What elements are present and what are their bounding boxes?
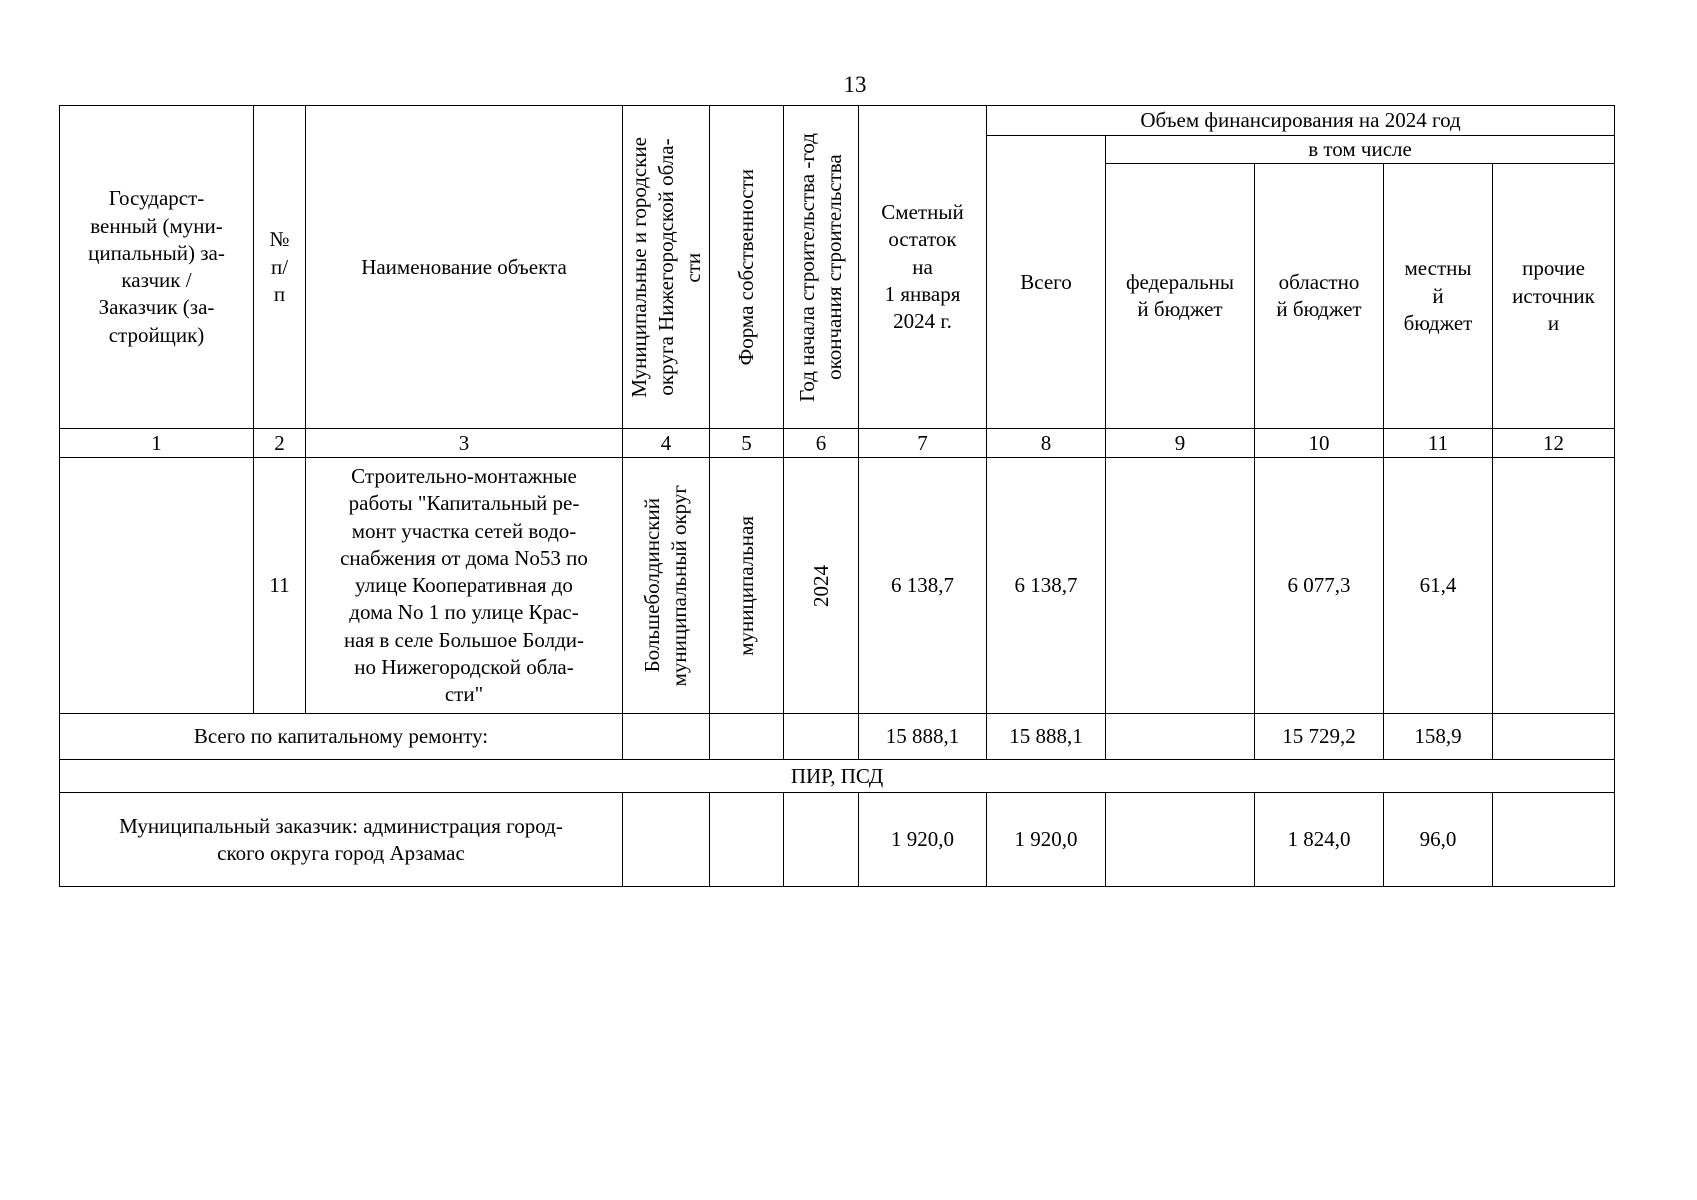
- column-number: 11: [1384, 429, 1493, 458]
- object-name: Строительно-монтажные работы "Капитальный ре- монт участка сетей водо- снабжения от дома No53 по улице Кооперативная до дома No 1 по улице Крас- ная в селе Большое Болди- но Нижегородской обла- сти": [306, 458, 623, 714]
- customer-ownership: [710, 793, 784, 887]
- total-row: [60, 714, 1615, 760]
- header-local: местны й бюджет: [1384, 164, 1493, 429]
- header-district: Муниципальные и городские округа Нижегородской обла- сти: [623, 106, 710, 429]
- header-regional: областно й бюджет: [1255, 164, 1384, 429]
- object-regional: 6 077,3: [1255, 458, 1384, 714]
- column-number: 4: [623, 429, 710, 458]
- header-total: Всего: [987, 136, 1106, 429]
- header-estimate: Сметный остаток на 1 января 2024 г.: [859, 106, 987, 429]
- column-number: 2: [254, 429, 306, 458]
- total-year: [784, 714, 859, 760]
- column-number: 3: [306, 429, 623, 458]
- header-federal: федеральны й бюджет: [1106, 164, 1255, 429]
- header-other: прочие источник и: [1493, 164, 1615, 429]
- header-including: в том числе: [1106, 136, 1615, 164]
- customer-estimate: 1 920,0: [859, 793, 987, 887]
- header-row-1: [60, 106, 1615, 136]
- total-estimate: 15 888,1: [859, 714, 987, 760]
- header-object-name: Наименование объекта: [306, 106, 623, 429]
- customer-total: 1 920,0: [987, 793, 1106, 887]
- object-local: 61,4: [1384, 458, 1493, 714]
- header-years: Год начала строительства -год окончания строительства: [784, 106, 859, 429]
- header-ownership: Форма собственности: [710, 106, 784, 429]
- customer-regional: 1 824,0: [1255, 793, 1384, 887]
- table-row: [60, 458, 1615, 714]
- column-number: 5: [710, 429, 784, 458]
- customer-year: [784, 793, 859, 887]
- total-other: [1493, 714, 1615, 760]
- column-number: 6: [784, 429, 859, 458]
- object-other: [1493, 458, 1615, 714]
- column-number: 9: [1106, 429, 1255, 458]
- object-ownership: муниципальная: [710, 458, 784, 714]
- customer-row: [60, 793, 1615, 887]
- header-customer: Государст- венный (муни- ципальный) за- казчик / Заказчик (за- стройщик): [60, 106, 254, 429]
- total-local: 158,9: [1384, 714, 1493, 760]
- financing-table: [59, 105, 1615, 887]
- object-district: Большеболдинский муниципальный округ: [623, 458, 710, 714]
- column-number: 1: [60, 429, 254, 458]
- column-numbers-row: [60, 429, 1615, 458]
- column-number: 12: [1493, 429, 1615, 458]
- total-ownership: [710, 714, 784, 760]
- header-funding-title: Объем финансирования на 2024 год: [987, 106, 1615, 136]
- column-number: 10: [1255, 429, 1384, 458]
- total-regional: 15 729,2: [1255, 714, 1384, 760]
- section-title: ПИР, ПСД: [60, 760, 1615, 793]
- total-label: Всего по капитальному ремонту:: [60, 714, 623, 760]
- object-number: 11: [254, 458, 306, 714]
- object-total: 6 138,7: [987, 458, 1106, 714]
- total-total: 15 888,1: [987, 714, 1106, 760]
- object-federal: [1106, 458, 1255, 714]
- customer-label: Муниципальный заказчик: администрация город- ского округа город Арзамас: [60, 793, 623, 887]
- total-federal: [1106, 714, 1255, 760]
- object-estimate: 6 138,7: [859, 458, 987, 714]
- column-number: 8: [987, 429, 1106, 458]
- customer-local: 96,0: [1384, 793, 1493, 887]
- customer-other: [1493, 793, 1615, 887]
- customer-district: [623, 793, 710, 887]
- object-customer: [60, 458, 254, 714]
- header-number: № п/ п: [254, 106, 306, 429]
- object-year: 2024: [784, 458, 859, 714]
- section-row: [60, 760, 1615, 793]
- column-number: 7: [859, 429, 987, 458]
- customer-federal: [1106, 793, 1255, 887]
- total-district: [623, 714, 710, 760]
- page-number: 13: [843, 72, 867, 97]
